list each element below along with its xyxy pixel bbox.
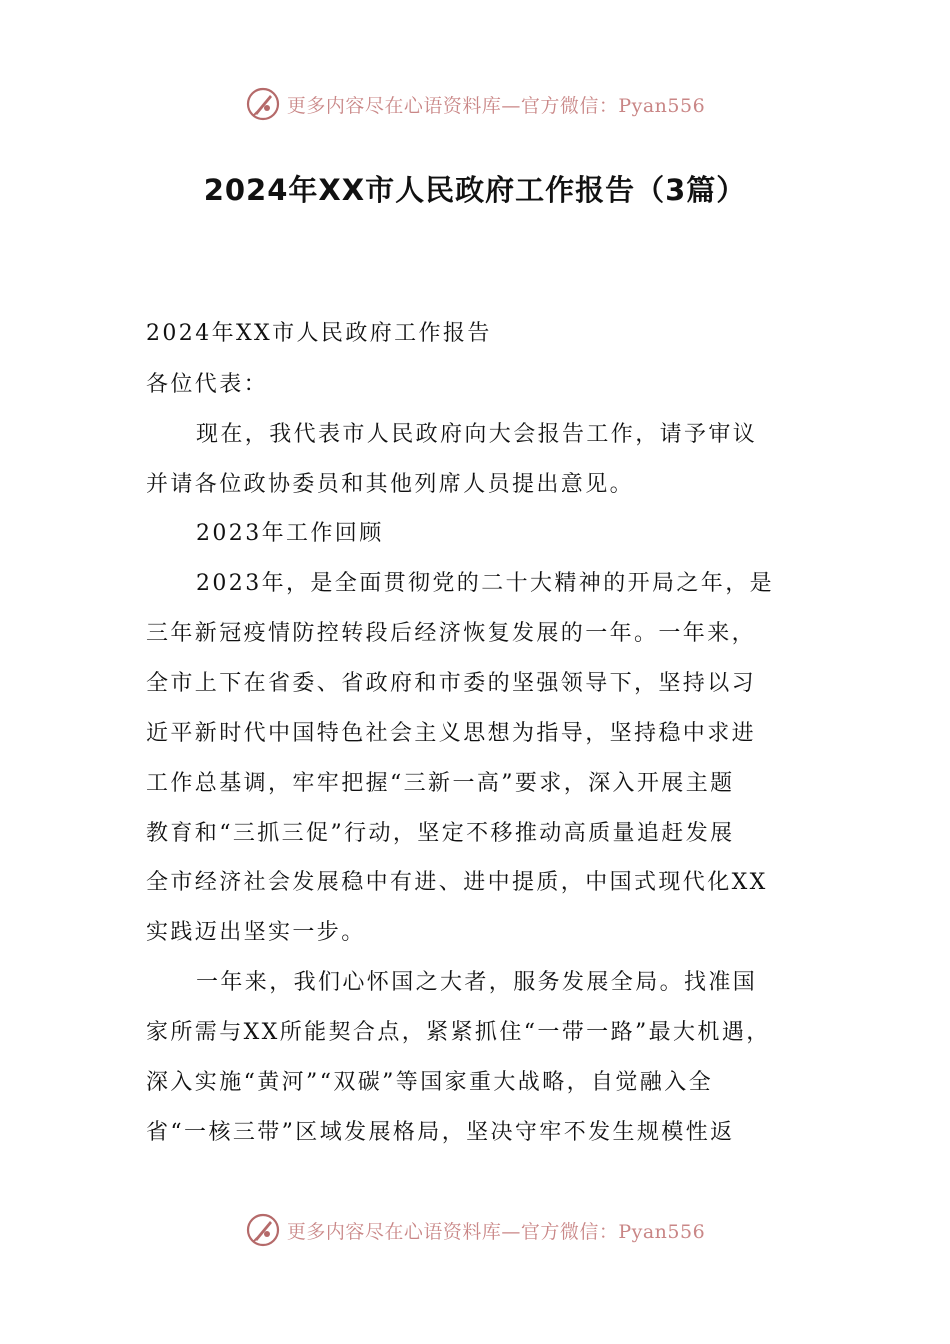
paragraph-line: 深入实施“黄河”“双碳”等国家重大战略，自觉融入全: [146, 1070, 713, 1095]
paragraph-line: 实践迈出坚实一步。: [146, 920, 366, 945]
paragraph-line: 一年来，我们心怀国之大者，服务发展全局。找准国: [196, 970, 758, 995]
section-heading: 2023年工作回顾: [196, 521, 384, 546]
footer-watermark: [0, 1210, 950, 1250]
paragraph-line: 2023年，是全面贯彻党的二十大精神的开局之年，是: [196, 571, 774, 596]
paragraph-line: 省“一核三带”区域发展格局，坚决守牢不发生规模性返: [146, 1120, 735, 1145]
paragraph-line: 全市经济社会发展稳中有进、进中提质，中国式现代化XX: [146, 870, 768, 895]
salutation: 各位代表：: [146, 372, 269, 397]
document-title: 2024年XX市人民政府工作报告（3篇）: [203, 173, 747, 207]
paragraph-line: 家所需与XX所能契合点，紧紧抓住“一带一路”最大机遇，: [146, 1020, 771, 1045]
paragraph-line: 近平新时代中国特色社会主义思想为指导，坚持稳中求进: [146, 721, 757, 746]
watermark-text: 更多内容尽在心语资料库—官方微信：Pyan556: [286, 1220, 706, 1243]
paragraph-line: 工作总基调，牢牢把握“三新一高”要求，深入开展主题: [146, 771, 735, 796]
paragraph-line: 三年新冠疫情防控转段后经济恢复发展的一年。一年来，: [146, 621, 757, 646]
paragraph-line: 全市上下在省委、省政府和市委的坚强领导下，坚持以习: [146, 671, 757, 696]
quill-logo-icon: [245, 86, 281, 122]
paragraph-line: 现在，我代表市人民政府向大会报告工作，请予审议: [196, 422, 758, 447]
document-subtitle: 2024年XX市人民政府工作报告: [146, 321, 492, 346]
paragraph-line: 并请各位政协委员和其他列席人员提出意见。: [146, 472, 635, 497]
quill-logo-icon: [245, 1212, 281, 1248]
header-watermark: [0, 84, 950, 124]
watermark-text: 更多内容尽在心语资料库—官方微信：Pyan556: [286, 94, 706, 117]
paragraph-line: 教育和“三抓三促”行动，坚定不移推动高质量追赶发展: [146, 821, 735, 846]
